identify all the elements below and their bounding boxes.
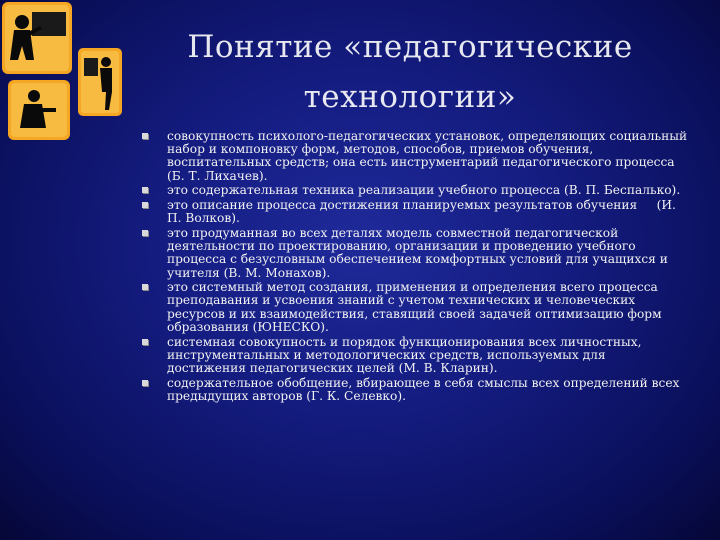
list-item-text: содержательное обобщение, вбирающее в себя смыслы всех определений всех предыдущих авторов (Г. К. Селевко). <box>167 375 680 403</box>
bullet-square-icon <box>142 339 148 345</box>
list-item <box>140 377 688 403</box>
bullet-square-icon <box>142 284 148 290</box>
list-item <box>140 130 688 183</box>
list-item-text: совокупность психолого-педагогических установок, определяющих социальный набор и компоновку форм, методов, способов, приемов обучения, воспитательных средств; она есть инструментарий педагогического процесса (Б. Т. Лихачев). <box>167 129 688 183</box>
list-item <box>140 199 688 225</box>
list-item-text: системная совокупность и порядок функционирования всех личностных, инструментальных и методологических средств, используемых для достижения педагогических целей (М. В. Кларин). <box>167 334 642 375</box>
bullet-square-icon <box>142 187 148 193</box>
list-item <box>140 227 688 280</box>
decorative-illustration <box>0 0 150 150</box>
list-item-text: это системный метод создания, применения и определения всего процесса преподавания и усвоения знаний с учетом технических и человеческих ресурсов и их взаимодействия, ставящий своей задачей оптимизацию форм образования (ЮНЕСКО). <box>167 280 662 334</box>
teacher-at-board-icon <box>2 2 72 74</box>
bullet-square-icon <box>142 380 148 386</box>
list-item <box>140 281 688 334</box>
list-item-text: это описание процесса достижения планируемых результатов обучения (И. П. Волков). <box>167 198 680 226</box>
list-item-text: это содержательная техника реализации учебного процесса (В. П. Беспалько). <box>167 183 681 198</box>
list-item <box>140 336 688 376</box>
bullet-square-icon <box>142 230 148 236</box>
list-item <box>140 184 688 197</box>
bullet-square-icon <box>142 202 148 208</box>
definition-list <box>140 130 688 405</box>
bullet-square-icon <box>142 133 148 139</box>
presenter-icon <box>78 48 122 116</box>
slide-title <box>150 22 670 122</box>
title-line: технологии» <box>303 79 517 115</box>
reader-icon <box>8 80 70 140</box>
list-item-text: это продуманная во всех деталях модель совместной педагогической деятельности по проектированию, организации и проведению учебного процесса с безусловным обеспечением комфортных условий для учащихся и учителя (В. М. Монахов). <box>167 225 668 280</box>
title-line: Понятие «педагогические <box>187 29 633 65</box>
